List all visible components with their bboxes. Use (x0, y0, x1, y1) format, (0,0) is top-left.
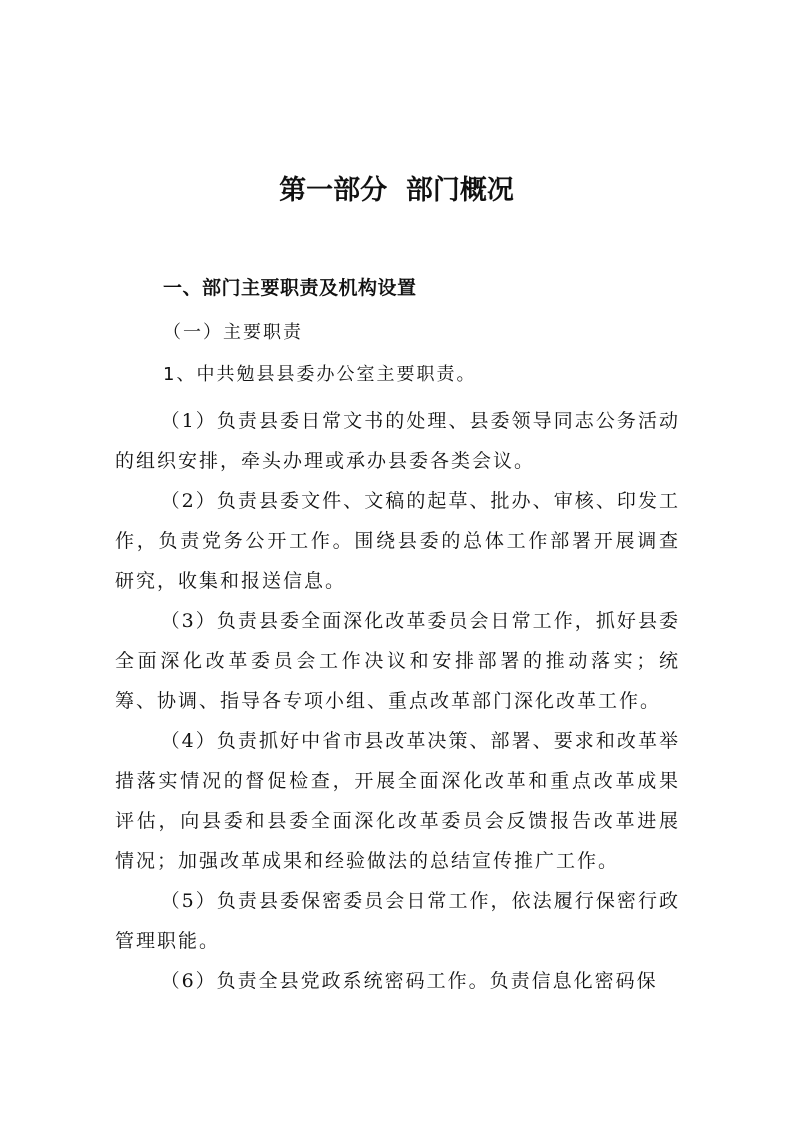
section-heading: 一、部门主要职责及机构设置 (163, 277, 417, 299)
paragraph-4: （4）负责抓好中省市县改革决策、部署、要求和改革举措落实情况的督促检查，开展全面深化改革和重点改革成果评估，向县委和县委全面深化改革委员会反馈报告改革进展情况；加强改革成果和经验做法的总结宣传推广工作。 (115, 730, 680, 872)
paragraph-3: （3）负责县委全面深化改革委员会日常工作，抓好县委全面深化改革委员会工作决议和安排部署的推动落实；统筹、协调、指导各专项小组、重点改革部门深化改革工作。 (115, 610, 680, 712)
paragraph-2: （2）负责县委文件、文稿的起草、批办、审核、印发工作，负责党务公开工作。围绕县委的总体工作部署开展调查研究，收集和报送信息。 (115, 490, 680, 592)
paragraph-1: （1）负责县委日常文书的处理、县委领导同志公务活动的组织安排，牵头办理或承办县委各类会议。 (115, 410, 680, 472)
item-heading: 1、中共勉县县委办公室主要职责。 (163, 364, 477, 385)
paragraph-5: （5）负责县委保密委员会日常工作，依法履行保密行政管理职能。 (115, 890, 680, 952)
subsection-heading: （一）主要职责 (163, 322, 303, 343)
document-body (115, 401, 680, 1001)
page-title: 第一部分 部门概况 (279, 175, 514, 206)
paragraph-6: （6）负责全县党政系统密码工作。负责信息化密码保 (160, 970, 658, 992)
